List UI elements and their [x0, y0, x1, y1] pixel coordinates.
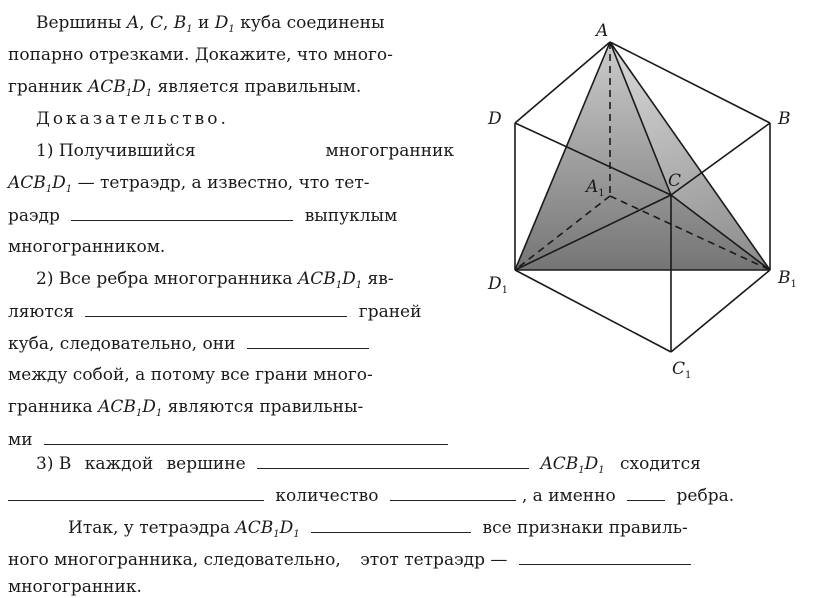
label-A: A [596, 21, 609, 41]
tetra-name: $ACB_1D_1$ [87, 77, 153, 99]
label-B1: $B_1$ [778, 268, 797, 290]
step-number: 1) [36, 141, 54, 161]
text-fragment: ми [8, 430, 33, 450]
step2-line-6 [8, 428, 454, 452]
text-fragment: ного многогранника, следовательно, [8, 550, 341, 570]
step1-line-2 [8, 172, 370, 196]
label-A1: $A_1$ [586, 177, 605, 199]
step1-line-1 [36, 140, 454, 164]
label-D: D [488, 109, 502, 129]
step-number: 3) [36, 454, 54, 474]
text-fragment: количество [275, 486, 379, 506]
label-B: B [778, 109, 791, 129]
cube-tetrahedron-figure [478, 0, 814, 390]
label-C1: $C_1$ [672, 359, 692, 381]
answer-blank[interactable] [390, 484, 516, 501]
task-line-3 [8, 76, 361, 100]
answer-blank[interactable] [627, 484, 665, 501]
text-fragment: ребра. [676, 486, 735, 506]
tetra-name: $ACB_1D_1$ [540, 454, 605, 476]
label-D1: $D_1$ [488, 274, 509, 296]
text-fragment: многогранник. [8, 577, 142, 597]
text-fragment: куба соединены [240, 13, 385, 33]
text-fragment: раэдр [8, 206, 60, 226]
text-fragment: В каждой вершине [58, 454, 246, 474]
text-fragment: выпуклым [304, 206, 398, 226]
text-fragment: является правильным. [157, 77, 362, 97]
step-number: 2) [36, 269, 54, 289]
vertex-D1: $D_1$ [214, 13, 235, 35]
answer-blank[interactable] [311, 516, 471, 533]
text-fragment: Все ребра многогранника [58, 269, 293, 289]
text-fragment: Итак, у тетраэдра [68, 518, 231, 538]
step3-line-2 [8, 484, 734, 508]
text-fragment: ляются [8, 302, 74, 322]
tetra-name: $ACB_1D_1$ [235, 518, 300, 540]
text-fragment: гранник [8, 77, 83, 97]
vertex-C: C [149, 13, 163, 33]
answer-blank[interactable] [257, 452, 529, 469]
text-fragment: куба, следовательно, они [8, 334, 236, 354]
label-C: C [668, 171, 682, 191]
step2-line-1 [36, 268, 394, 292]
edge-C1-B1 [671, 270, 770, 352]
tetra-name: $ACB_1D_1$ [98, 397, 163, 419]
text-fragment: являются правильны- [167, 397, 364, 417]
step2-line-5 [8, 396, 363, 420]
text-fragment: Получившийся [58, 141, 196, 161]
step1-line-3 [8, 204, 397, 228]
answer-blank[interactable] [85, 300, 347, 317]
answer-blank[interactable] [8, 484, 264, 501]
edge-D1-C1 [515, 270, 671, 352]
step2-line-3 [8, 332, 375, 356]
text-fragment: — тетраэдр, а известно, что тет- [77, 173, 370, 193]
conclusion-line-2 [8, 548, 697, 572]
step2-line-4 [8, 364, 373, 388]
text-fragment: сходится [620, 454, 701, 474]
text-fragment: все признаки правиль- [482, 518, 688, 538]
text-fragment: , а именно [521, 486, 616, 506]
tetra-name: $ACB_1D_1$ [297, 269, 363, 291]
vertex-A: A [126, 13, 140, 33]
step3-line-1 [36, 452, 701, 476]
text-fragment: между собой, а потому все грани много- [8, 365, 373, 385]
text-fragment: яв- [367, 269, 394, 289]
text-fragment: попарно отрезками. Докажите, что много- [8, 45, 393, 65]
step2-line-2 [8, 300, 421, 324]
task-line-1: Вершины A, C, $B_1$ и $D_1$ куба соединены [36, 13, 385, 35]
step1-line-4 [8, 236, 165, 260]
answer-blank[interactable] [519, 548, 691, 565]
proof-heading: Доказательство. [36, 109, 229, 129]
conclusion-line-3 [8, 576, 142, 596]
text-fragment: гранника [8, 397, 93, 417]
vertex-B1: $B_1$ [173, 13, 193, 35]
text-fragment: многогранник [325, 141, 454, 161]
answer-blank[interactable] [247, 332, 369, 349]
text-fragment: Вершины [36, 13, 122, 33]
task-line-2 [8, 44, 393, 68]
tetra-name: $ACB_1D_1$ [8, 173, 73, 195]
answer-blank[interactable] [44, 428, 448, 445]
conclusion-line-1 [68, 516, 688, 540]
text-fragment: многогранником. [8, 237, 166, 257]
answer-blank[interactable] [71, 204, 293, 221]
text-fragment: граней [358, 302, 422, 322]
text-fragment: этот тетраэдр — [360, 550, 508, 570]
